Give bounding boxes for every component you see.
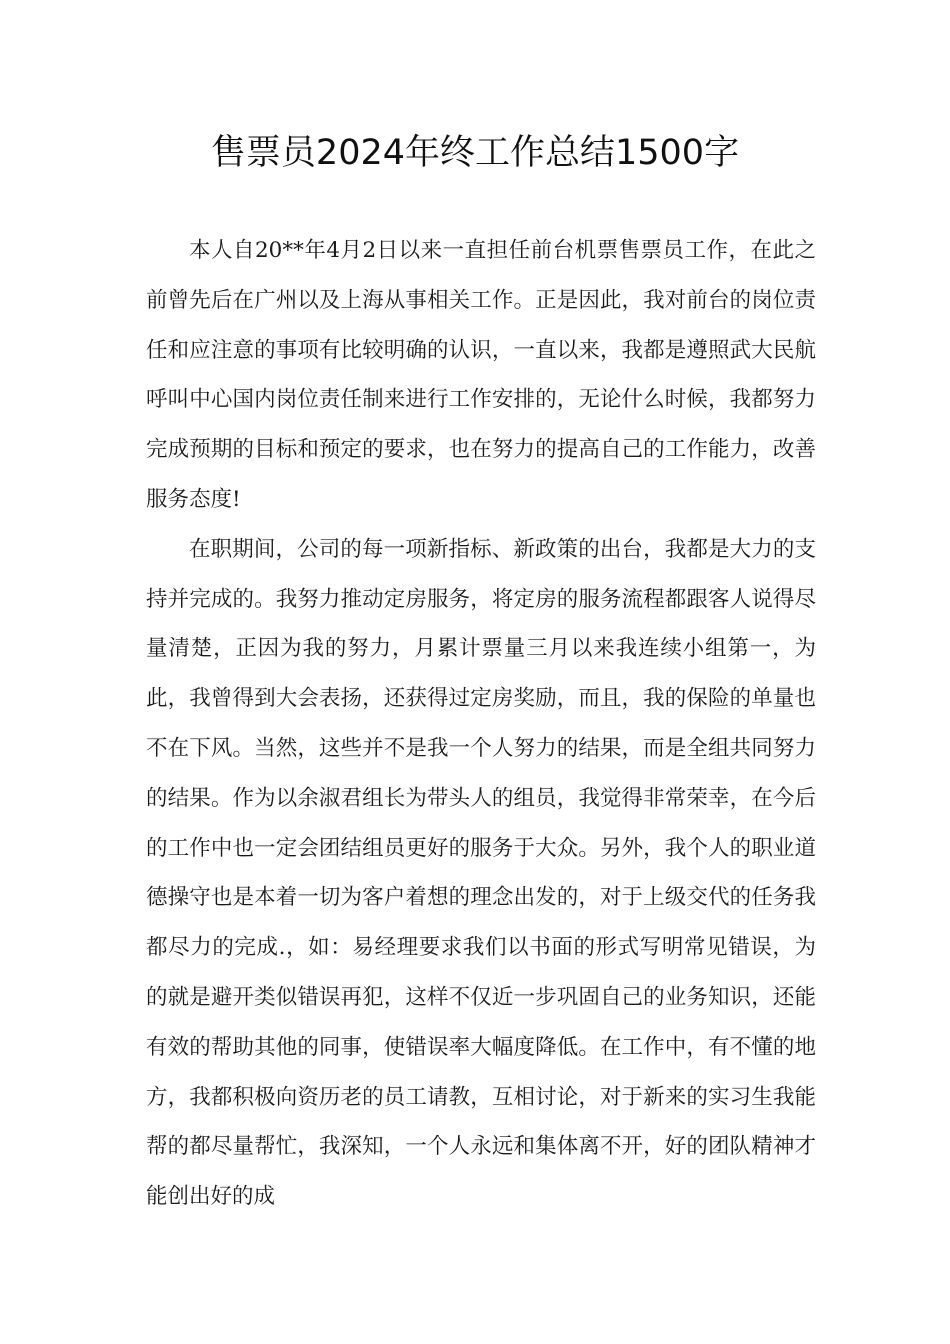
paragraph-2: 在职期间，公司的每一项新指标、新政策的出台，我都是大力的支持并完成的。我努力推动定房服务，将定房的服务流程都跟客人说得尽量清楚，正因为我的努力，月累计票量三月以来我连续小组第一，为此，我曾得到大会表扬，还获得过定房奖励，而且，我的保险的单量也不在下风。当然，这些并不是我一个人努力的结果，而是全组共同努力的结果。作为以余淑君组长为带头人的组员，我觉得非常荣幸，在今后的工作中也一定会团结组员更好的服务于大众。另外，我个人的职业道德操守也是本着一切为客户着想的理念出发的，对于上级交代的任务我都尽力的完成.，如：易经理要求我们以书面的形式写明常见错误，为的就是避开类似错误再犯，这样不仅近一步巩固自己的业务知识，还能有效的帮助其他的同事，使错误率大幅度降低。在工作中，有不懂的地方，我都积极向资历老的员工请教，互相讨论，对于新来的实习生我能帮的都尽量帮忙，我深知，一个人永远和集体离不开，好的团队精神才能创出好的成	[146, 536, 816, 1210]
document-body	[146, 226, 816, 1222]
document-title: 售票员2024年终工作总结1500字	[210, 133, 740, 173]
paragraph-1: 本人自20**年4月2日以来一直担任前台机票售票员工作，在此之前曾先后在广州以及上海从事相关工作。正是因此，我对前台的岗位责任和应注意的事项有比较明确的认识，一直以来，我都是遵照武大民航呼叫中心国内岗位责任制来进行工作安排的，无论什么时候，我都努力完成预期的目标和预定的要求，也在努力的提高自己的工作能力，改善服务态度!	[146, 238, 816, 512]
